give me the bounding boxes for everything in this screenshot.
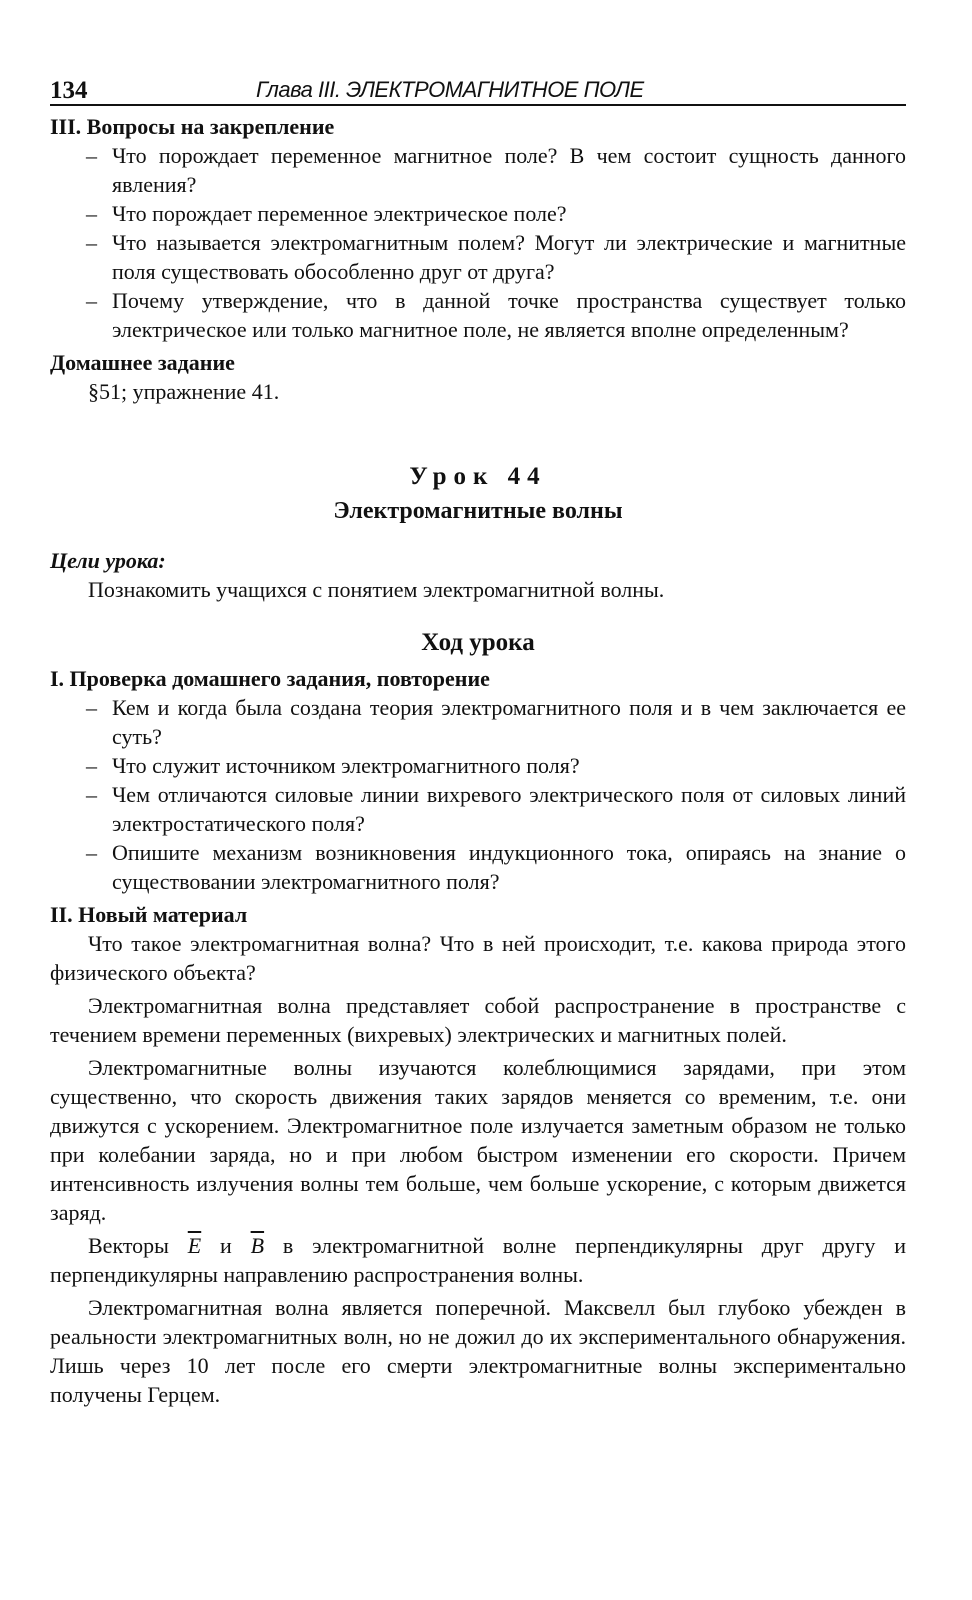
paragraph-vectors (50, 1231, 906, 1289)
review-question-list (50, 141, 906, 344)
paragraph-text: в электромагнитной волне перпендикулярны друг другу и перпендикулярны направлению распространения волны. (50, 1233, 907, 1287)
check-question-list (50, 693, 906, 896)
goals-text: Познакомить учащихся с понятием электромагнитной волны. (88, 577, 665, 602)
lesson-title-block (50, 460, 906, 528)
homework-label: Домашнее задание (50, 350, 235, 375)
list-item: – Что называется электромагнитным полем? Могут ли электрические и магнитные поля существовать обособленно друг от друга? (86, 228, 906, 286)
list-item: – Чем отличаются силовые линии вихревого электрического поля от силовых линий электростатического поля? (86, 780, 906, 838)
list-item: – Почему утверждение, что в данной точке пространства существует только электрическое или только магнитное поле, не является вполне определенным? (86, 286, 906, 344)
paragraph-text: и (220, 1233, 232, 1258)
lesson-number: Урок 44 (409, 463, 547, 490)
review-heading: III. Вопросы на закрепление (50, 114, 335, 139)
goals-label: Цели урока: (50, 548, 166, 573)
homework-text: §51; упражнение 41. (88, 379, 280, 404)
paragraph: Что такое электромагнитная волна? Что в ней происходит, т.е. какова природа этого физического объекта? (50, 931, 906, 985)
check-heading: I. Проверка домашнего задания, повторение (50, 666, 490, 691)
lesson-title: Электромагнитные волны (333, 498, 623, 524)
running-head (50, 70, 906, 106)
list-item: – Что порождает переменное магнитное поле? В чем состоит сущность данного явления? (86, 141, 906, 199)
course-heading: Ход урока (421, 629, 535, 656)
list-item: – Что служит источником электромагнитного поля? (86, 751, 906, 780)
list-item: – Опишите механизм возникновения индукционного тока, опираясь на знание о существовании электромагнитного поля? (86, 838, 906, 896)
list-item: – Что порождает переменное электрическое поле? (86, 199, 906, 228)
vector-b-symbol: $\overline{B}$ (250, 1233, 265, 1258)
page-number: 134 (50, 77, 88, 104)
paragraph-text: Векторы (88, 1233, 169, 1258)
chapter-title: Глава III. ЭЛЕКТРОМАГНИТНОЕ ПОЛЕ (256, 77, 644, 102)
paragraph: Электромагнитная волна представляет собой распространение в пространстве с течением времени переменных (вихревых) электрических и магнитных полей. (50, 993, 906, 1047)
paragraph: Электромагнитные волны изучаются колеблющимися зарядами, при этом существенно, что скорость движения таких зарядов меняется со временим, т.е. они движутся с ускорением. Электромагнитное поле излучается заметным образом не только при колебании заряда, но и при любом быстром изменении его скорости. Причем интенсивность излучения волны тем больше, чем больше ускорение, с которым движется заряд. (50, 1055, 906, 1225)
list-item: – Кем и когда была создана теория электромагнитного поля и в чем заключается ее суть? (86, 693, 906, 751)
page (50, 70, 906, 1413)
vector-e-symbol: $\overline{E}$ (187, 1233, 202, 1258)
paragraph: Электромагнитная волна является поперечной. Максвелл был глубоко убежден в реальности электромагнитных волн, но не дожил до их экспериментального обнаружения. Лишь через 10 лет после его смерти электромагнитные волны экспериментально получены Герцем. (50, 1295, 906, 1407)
new-material-heading: II. Новый материал (50, 902, 248, 927)
